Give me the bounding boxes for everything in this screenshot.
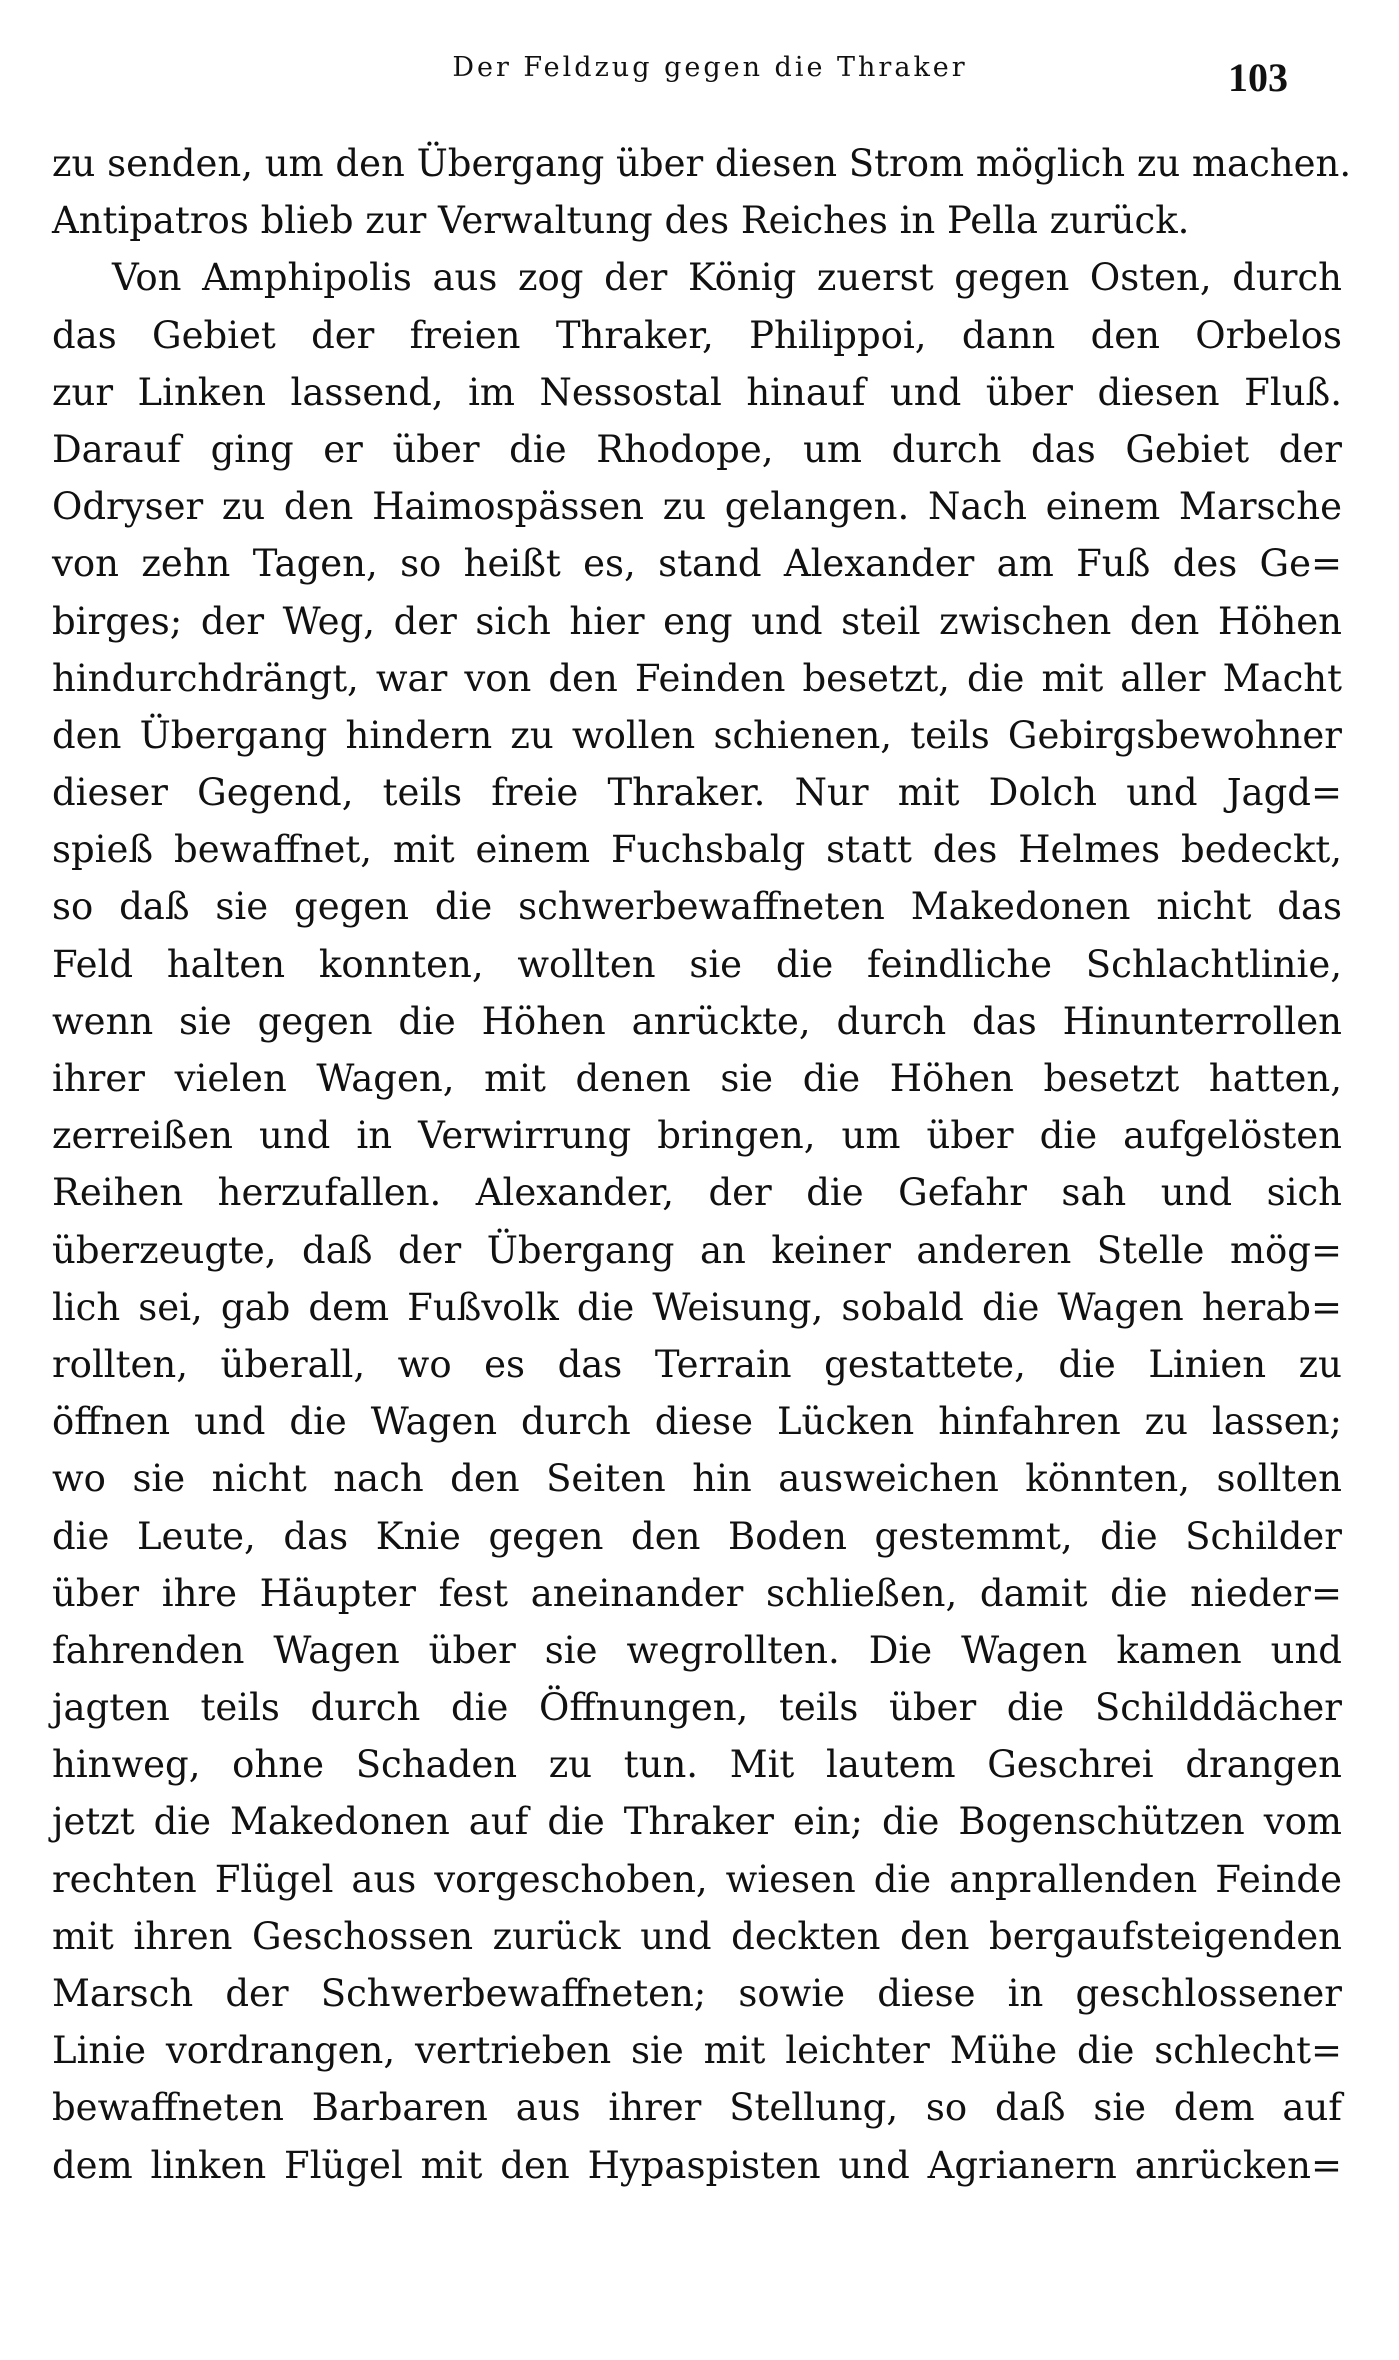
text-line: Linie vordrangen, vertrieben sie mit leichter Mühe die schlecht= (52, 2029, 1342, 2073)
text-line: Von Amphipolis aus zog der König zuerst gegen Osten, durch (112, 256, 1342, 300)
text-line: bewaffneten Barbaren aus ihrer Stellung, so daß sie dem auf (52, 2086, 1342, 2130)
text-line: hindurchdrängt, war von den Feinden besetzt, die mit aller Macht (52, 656, 1342, 700)
text-line: Feld halten konnten, wollten sie die feindliche Schlachtlinie, (52, 942, 1342, 986)
text-line: mit ihren Geschossen zurück und deckten den bergaufsteigenden (52, 1914, 1342, 1958)
text-line: Darauf ging er über die Rhodope, um durch das Gebiet der (52, 427, 1342, 471)
text-line: rollten, überall, wo es das Terrain gestattete, die Linien zu (52, 1342, 1342, 1386)
text-line: zerreißen und in Verwirrung bringen, um über die aufgelösten (52, 1114, 1342, 1158)
text-line: ihrer vielen Wagen, mit denen sie die Höhen besetzt hatten, (52, 1057, 1342, 1100)
text-line: Antipatros blieb zur Verwaltung des Reiches in Pella zurück. (52, 199, 1190, 243)
text-line: den Übergang hindern zu wollen schienen, teils Gebirgsbewohner (52, 713, 1342, 757)
text-line: rechten Flügel aus vorgeschoben, wiesen die anprallenden Feinde (52, 1857, 1342, 1901)
text-line: überzeugte, daß der Übergang an keiner anderen Stelle mög= (52, 1228, 1342, 1272)
text-line: fahrenden Wagen über sie wegrollten. Die Wagen kamen und (52, 1628, 1342, 1672)
text-line: Reihen herzufallen. Alexander, der die Gefahr sah und sich (52, 1171, 1342, 1215)
text-line: Marsch der Schwerbewaffneten; sowie diese in geschlossener (52, 1972, 1342, 2015)
text-line: jetzt die Makedonen auf die Thraker ein; die Bogenschützen vom (52, 1800, 1342, 1844)
text-line: zur Linken lassend, im Nessostal hinauf und über diesen Fluß. (52, 370, 1342, 414)
running-head: Der Feldzug gegen die Thraker (452, 52, 968, 83)
text-line: öffnen und die Wagen durch diese Lücken hinfahren zu lassen; (52, 1400, 1342, 1444)
text-line: dieser Gegend, teils freie Thraker. Nur mit Dolch und Jagd= (52, 771, 1342, 815)
text-line: birges; der Weg, der sich hier eng und steil zwischen den Höhen (52, 599, 1342, 643)
body-text (52, 135, 1352, 2194)
text-line: wenn sie gegen die Höhen anrückte, durch das Hinunterrollen (52, 999, 1342, 1043)
text-line: die Leute, das Knie gegen den Boden gestemmt, die Schilder (52, 1514, 1342, 1558)
text-line: so daß sie gegen die schwerbewaffneten Makedonen nicht das (52, 885, 1342, 929)
text-line: jagten teils durch die Öffnungen, teils über die Schilddächer (52, 1686, 1342, 1730)
text-line: wo sie nicht nach den Seiten hin ausweichen könnten, sollten (52, 1457, 1342, 1501)
text-line: von zehn Tagen, so heißt es, stand Alexander am Fuß des Ge= (52, 542, 1342, 586)
text-line: lich sei, gab dem Fußvolk die Weisung, sobald die Wagen herab= (52, 1285, 1342, 1329)
text-line: zu senden, um den Übergang über diesen Strom möglich zu machen. (52, 142, 1352, 185)
text-line: hinweg, ohne Schaden zu tun. Mit lautem Geschrei drangen (52, 1743, 1342, 1787)
page-number: 103 (1228, 55, 1288, 100)
text-line: über ihre Häupter fest aneinander schließen, damit die nieder= (52, 1571, 1342, 1615)
text-line: dem linken Flügel mit den Hypaspisten und Agrianern anrücken= (52, 2143, 1342, 2187)
text-line: spieß bewaffnet, mit einem Fuchsbalg statt des Helmes bedeckt, (52, 828, 1342, 872)
text-line: Odryser zu den Haimospässen zu gelangen. Nach einem Marsche (52, 485, 1342, 529)
text-line: das Gebiet der freien Thraker, Philippoi, dann den Orbelos (52, 313, 1342, 357)
